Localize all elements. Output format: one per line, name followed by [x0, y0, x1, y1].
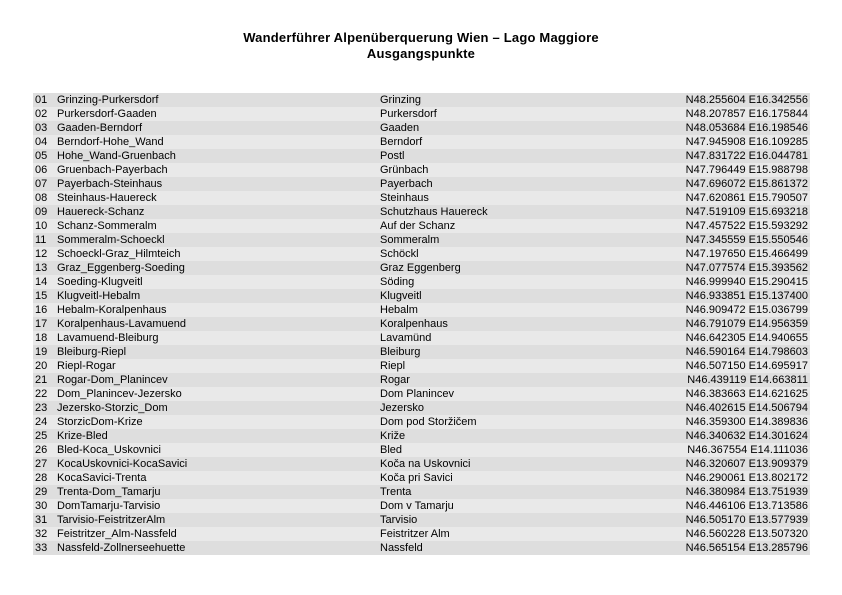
table-row — [33, 93, 810, 107]
start-location: Nassfeld — [380, 542, 423, 554]
table-row — [33, 401, 810, 415]
table-row — [33, 149, 810, 163]
row-number: 13 — [35, 262, 48, 274]
start-location: Sommeralm — [380, 234, 440, 246]
route-name: Gruenbach-Payerbach — [57, 164, 168, 176]
coordinates: N46.590164 E14.798603 — [685, 346, 808, 358]
coordinates: N46.359300 E14.389836 — [685, 416, 808, 428]
coordinates: N46.909472 E15.036799 — [685, 304, 808, 316]
coordinates: N46.507150 E14.695917 — [685, 360, 808, 372]
start-location: Koralpenhaus — [380, 318, 448, 330]
table-row — [33, 415, 810, 429]
coordinates: N46.933851 E15.137400 — [685, 290, 808, 302]
start-location: Dom v Tamarju — [380, 500, 454, 512]
coordinates: N47.945908 E16.109285 — [685, 136, 808, 148]
row-number: 15 — [35, 290, 48, 302]
row-number: 32 — [35, 528, 48, 540]
start-location: Steinhaus — [380, 192, 429, 204]
route-name: Jezersko-Storzic_Dom — [57, 402, 168, 414]
coordinates: N47.796449 E15.988798 — [685, 164, 808, 176]
row-number: 03 — [35, 122, 48, 134]
row-number: 07 — [35, 178, 48, 190]
coordinates: N47.077574 E15.393562 — [685, 262, 808, 274]
table-row — [33, 121, 810, 135]
start-location: Dom Planincev — [380, 388, 454, 400]
route-name: Lavamuend-Bleiburg — [57, 332, 159, 344]
table-row — [33, 471, 810, 485]
coordinates: N47.519109 E15.693218 — [685, 206, 808, 218]
table-row — [33, 303, 810, 317]
coordinates: N46.383663 E14.621625 — [685, 388, 808, 400]
start-location: Söding — [380, 276, 415, 288]
route-name: Tarvisio-FeistritzerAlm — [57, 514, 166, 526]
coordinates: N47.831722 E16.044781 — [685, 150, 808, 162]
start-location: Bleiburg — [380, 346, 421, 358]
route-name: Grinzing-Purkersdorf — [57, 94, 159, 106]
table-row — [33, 331, 810, 345]
start-location: Auf der Schanz — [380, 220, 456, 232]
coordinates: N46.791079 E14.956359 — [685, 318, 808, 330]
start-location: Payerbach — [380, 178, 433, 190]
route-name: Sommeralm-Schoeckl — [57, 234, 165, 246]
title-line-2: Ausgangspunkte — [366, 46, 476, 61]
table-row — [33, 345, 810, 359]
row-number: 31 — [35, 514, 48, 526]
route-name: Klugveitl-Hebalm — [57, 290, 141, 302]
row-number: 21 — [35, 374, 48, 386]
row-number: 20 — [35, 360, 48, 372]
row-number: 12 — [35, 248, 48, 260]
coordinates: N46.642305 E14.940655 — [685, 332, 808, 344]
table-row — [33, 191, 810, 205]
coordinates: N46.446106 E13.713586 — [685, 500, 808, 512]
coordinates: N48.255604 E16.342556 — [685, 94, 808, 106]
start-location: Klugveitl — [380, 290, 422, 302]
coordinates: N47.345559 E15.550546 — [685, 234, 808, 246]
table-row — [33, 499, 810, 513]
route-name: Hebalm-Koralpenhaus — [57, 304, 167, 316]
route-name: StorzicDom-Krize — [57, 416, 143, 428]
route-name: KocaUskovnici-KocaSavici — [57, 458, 188, 470]
row-number: 19 — [35, 346, 48, 358]
start-location: Jezersko — [380, 402, 425, 414]
table-row — [33, 205, 810, 219]
start-location: Feistritzer Alm — [380, 528, 450, 540]
coordinates: N47.457522 E15.593292 — [685, 220, 808, 232]
coordinates: N46.439119 E14.663811 — [687, 374, 808, 386]
coordinates: N46.340632 E14.301624 — [685, 430, 808, 442]
row-number: 05 — [35, 150, 48, 162]
route-name: Bleiburg-Riepl — [57, 346, 127, 358]
start-location: Hebalm — [380, 304, 418, 316]
start-location: Schutzhaus Hauereck — [380, 206, 488, 218]
table-row — [33, 233, 810, 247]
start-location: Koča pri Savici — [380, 472, 453, 484]
route-name: Hauereck-Schanz — [57, 206, 145, 218]
coordinates: N47.620861 E15.790507 — [685, 192, 808, 204]
row-number: 28 — [35, 472, 48, 484]
start-location: Tarvisio — [380, 514, 418, 526]
start-location: Bled — [380, 444, 403, 456]
coordinates: N47.696072 E15.861372 — [685, 178, 808, 190]
document-title — [0, 30, 842, 62]
route-name: Nassfeld-Zollnerseehuette — [57, 542, 186, 554]
row-number: 17 — [35, 318, 48, 330]
table-row — [33, 457, 810, 471]
row-number: 24 — [35, 416, 48, 428]
coordinates: N48.207857 E16.175844 — [685, 108, 808, 120]
table-row — [33, 107, 810, 121]
row-number: 01 — [35, 94, 48, 106]
start-location: Postl — [380, 150, 405, 162]
route-name: Payerbach-Steinhaus — [57, 178, 163, 190]
route-name: Soeding-Klugveitl — [57, 276, 143, 288]
route-name: Steinhaus-Hauereck — [57, 192, 157, 204]
coordinates: N46.320607 E13.909379 — [685, 458, 808, 470]
route-name: Schoeckl-Graz_Hilmteich — [57, 248, 181, 260]
row-number: 09 — [35, 206, 48, 218]
title-line-1: Wanderführer Alpenüberquerung Wien – Lago Maggiore — [243, 30, 599, 45]
table-row — [33, 527, 810, 541]
route-name: Bled-Koca_Uskovnici — [57, 444, 161, 456]
start-location: Grinzing — [380, 94, 421, 106]
row-number: 18 — [35, 332, 48, 344]
start-location: Berndorf — [380, 136, 423, 148]
table-row — [33, 387, 810, 401]
table-row — [33, 485, 810, 499]
start-location: Riepl — [380, 360, 406, 372]
table-row — [33, 261, 810, 275]
route-name: Krize-Bled — [57, 430, 108, 442]
route-name: Riepl-Rogar — [57, 360, 116, 372]
table-row — [33, 429, 810, 443]
route-name: Feistritzer_Alm-Nassfeld — [57, 528, 177, 540]
route-name: Trenta-Dom_Tamarju — [57, 486, 161, 498]
start-location: Koča na Uskovnici — [380, 458, 471, 470]
start-location: Grünbach — [380, 164, 429, 176]
table-row — [33, 541, 810, 555]
start-location: Schöckl — [380, 248, 419, 260]
row-number: 08 — [35, 192, 48, 204]
row-number: 06 — [35, 164, 48, 176]
start-location: Lavamünd — [380, 332, 432, 344]
route-name: Schanz-Sommeralm — [57, 220, 157, 232]
start-location: Gaaden — [380, 122, 420, 134]
row-number: 30 — [35, 500, 48, 512]
route-name: KocaSavici-Trenta — [57, 472, 147, 484]
route-name: Berndorf-Hohe_Wand — [57, 136, 164, 148]
coordinates: N46.367554 E14.111036 — [687, 444, 808, 456]
route-name: Rogar-Dom_Planincev — [57, 374, 168, 386]
start-location: Graz Eggenberg — [380, 262, 461, 274]
start-location: Purkersdorf — [380, 108, 437, 120]
table-row — [33, 373, 810, 387]
row-number: 25 — [35, 430, 48, 442]
start-location: Trenta — [380, 486, 412, 498]
coordinates: N46.402615 E14.506794 — [685, 402, 808, 414]
row-number: 29 — [35, 486, 48, 498]
start-location: Dom pod Storžičem — [380, 416, 477, 428]
coordinates: N46.380984 E13.751939 — [685, 486, 808, 498]
route-name: Graz_Eggenberg-Soeding — [57, 262, 185, 274]
start-location: Rogar — [380, 374, 410, 386]
row-number: 23 — [35, 402, 48, 414]
coordinates: N48.053684 E16.198546 — [685, 122, 808, 134]
route-name: Hohe_Wand-Gruenbach — [57, 150, 176, 162]
coordinates: N46.505170 E13.577939 — [685, 514, 808, 526]
coordinates: N46.565154 E13.285796 — [685, 542, 808, 554]
table-row — [33, 135, 810, 149]
route-name: Purkersdorf-Gaaden — [57, 108, 157, 120]
row-number: 26 — [35, 444, 48, 456]
route-name: Dom_Planincev-Jezersko — [57, 388, 182, 400]
row-number: 10 — [35, 220, 48, 232]
coordinates: N46.290061 E13.802172 — [685, 472, 808, 484]
stage-table — [33, 93, 810, 555]
row-number: 02 — [35, 108, 48, 120]
table-row — [33, 443, 810, 457]
table-row — [33, 219, 810, 233]
table-row — [33, 359, 810, 373]
route-name: Gaaden-Berndorf — [57, 122, 142, 134]
row-number: 04 — [35, 136, 48, 148]
table-row — [33, 513, 810, 527]
row-number: 33 — [35, 542, 48, 554]
row-number: 14 — [35, 276, 48, 288]
row-number: 11 — [35, 234, 47, 246]
coordinates: N46.999940 E15.290415 — [685, 276, 808, 288]
table-row — [33, 163, 810, 177]
coordinates: N46.560228 E13.507320 — [685, 528, 808, 540]
table-row — [33, 247, 810, 261]
coordinates: N47.197650 E15.466499 — [685, 248, 808, 260]
table-row — [33, 177, 810, 191]
table-row — [33, 317, 810, 331]
table-row — [33, 289, 810, 303]
row-number: 27 — [35, 458, 48, 470]
start-location: Križe — [380, 430, 406, 442]
row-number: 16 — [35, 304, 48, 316]
route-name: DomTamarju-Tarvisio — [57, 500, 161, 512]
route-name: Koralpenhaus-Lavamuend — [57, 318, 187, 330]
table-row — [33, 275, 810, 289]
row-number: 22 — [35, 388, 48, 400]
